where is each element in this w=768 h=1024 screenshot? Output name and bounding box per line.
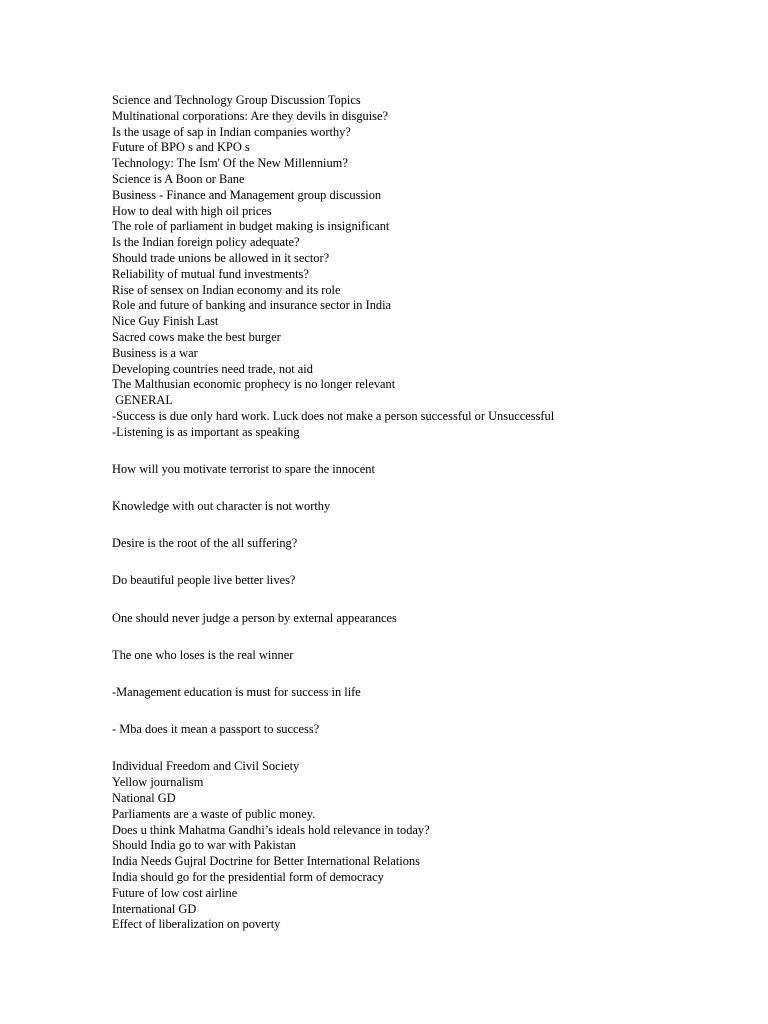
- text-line: - Mba does it mean a passport to success?: [112, 722, 320, 737]
- text-line: India should go for the presidential form of democracy: [112, 870, 384, 884]
- text-line: Effect of liberalization on poverty: [112, 917, 281, 932]
- text-line: Multinational corporations: Are they devils in disguise?: [112, 108, 388, 123]
- text-line: Should India go to war with Pakistan: [112, 838, 296, 853]
- text-line: The one who loses is the real winner: [112, 647, 294, 662]
- topic-list-section-c: [112, 759, 752, 933]
- text-line: How will you motivate terrorist to spare the innocent: [112, 461, 375, 476]
- text-line: Parliaments are a waste of public money.: [112, 806, 316, 821]
- text-line: Technology: The Ism' Of the New Millennium?: [112, 156, 348, 171]
- text-line: Is the usage of sap in Indian companies worthy?: [112, 124, 351, 139]
- text-line: -Listening is as important as speaking: [112, 424, 300, 439]
- text-line: Role and future of banking and insurance sector in India: [112, 298, 392, 313]
- text-line: Desire is the root of the all suffering?: [112, 536, 298, 551]
- text-line: Knowledge with out character is not worthy: [112, 499, 331, 514]
- section-heading: International GD: [112, 901, 197, 916]
- text-line: One should never judge a person by external appearances: [112, 610, 397, 625]
- text-line: Sacred cows make the best burger: [112, 329, 281, 344]
- topic-list-section-a: [112, 93, 752, 441]
- topic-list-section-b: [112, 462, 752, 738]
- text-line: India Needs Gujral Doctrine for Better International Relations: [112, 854, 420, 869]
- text-line: Future of low cost airline: [112, 885, 238, 900]
- text-line: Is the Indian foreign policy adequate?: [112, 235, 300, 250]
- text-line: -Success is due only hard work. Luck does not make a person successful or Unsuccessful: [112, 408, 555, 423]
- text-line: Rise of sensex on Indian economy and its role: [112, 282, 341, 297]
- text-line: Should trade unions be allowed in it sector?: [112, 250, 330, 265]
- text-line: Reliability of mutual fund investments?: [112, 266, 309, 281]
- text-line: Do beautiful people live better lives?: [112, 573, 296, 588]
- text-line: Nice Guy Finish Last: [112, 314, 219, 329]
- text-line: Yellow journalism: [112, 775, 204, 790]
- text-line: How to deal with high oil prices: [112, 203, 272, 218]
- text-line: Business is a war: [112, 345, 198, 360]
- text-line: Does u think Mahatma Gandhi’s ideals hold relevance in today?: [112, 822, 430, 837]
- text-line: -Management education is must for success in life: [112, 685, 361, 700]
- document-heading: Science and Technology Group Discussion Topics: [112, 93, 361, 107]
- text-line: Developing countries need trade, not aid: [112, 361, 313, 376]
- section-heading: Business - Finance and Management group discussion: [112, 187, 382, 202]
- document-page: [112, 93, 752, 933]
- section-heading: National GD: [112, 791, 176, 806]
- text-line: Science is A Boon or Bane: [112, 171, 245, 186]
- text-line: The role of parliament in budget making is insignificant: [112, 219, 390, 234]
- text-line: The Malthusian economic prophecy is no longer relevant: [112, 377, 396, 392]
- text-line: Future of BPO s and KPO s: [112, 140, 250, 155]
- text-line: Individual Freedom and Civil Society: [112, 759, 300, 774]
- section-heading: GENERAL: [112, 393, 173, 408]
